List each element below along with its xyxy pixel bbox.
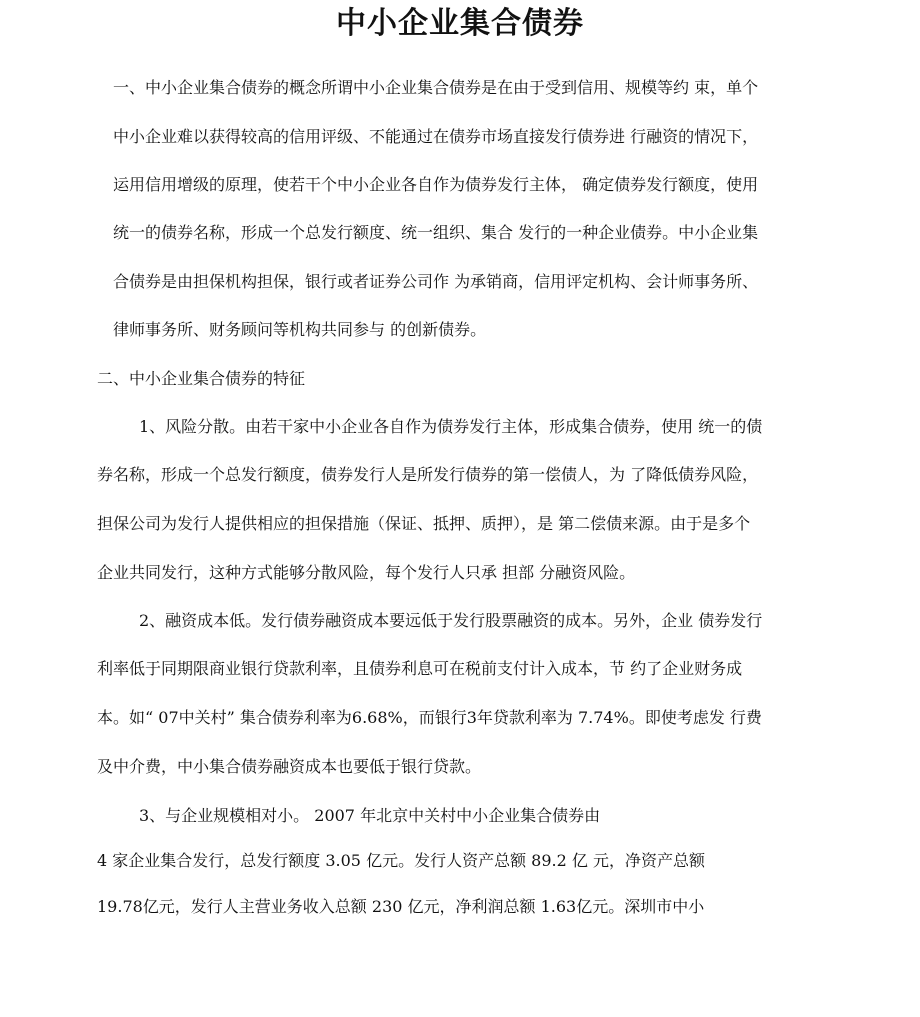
paragraph-line: 3、与企业规模相对小。 2007 年北京中关村中小企业集合债券由 <box>139 806 601 825</box>
paragraph-line: 19.78亿元，发行人主营业务收入总额 230 亿元，净利润总额 1.63亿元。深圳市中小 <box>97 897 705 916</box>
paragraph-line: 运用信用增级的原理，使若干个中小企业各自作为债券发行主体， 确定债券发行额度，使用 <box>113 175 759 194</box>
paragraph-line: 企业共同发行，这种方式能够分散风险，每个发行人只承 担部 分融资风险。 <box>97 563 636 582</box>
paragraph-line: 中小企业难以获得较高的信用评级、不能通过在债券市场直接发行债券进 行融资的情况下， <box>113 127 759 146</box>
paragraph-line: 本。如“ 07中关村” 集合债券利率为6.68%，而银行3年贷款利率为 7.74%。即使考虑发 行费 <box>97 708 762 727</box>
paragraph-line: 2、融资成本低。发行债券融资成本要远低于发行股票融资的成本。另外，企业 债券发行 <box>139 611 763 630</box>
paragraph-line: 律师事务所、财务顾问等机构共同参与 的创新债券。 <box>113 320 487 339</box>
paragraph-line: 及中介费，中小集合债券融资成本也要低于银行贷款。 <box>97 757 482 776</box>
paragraph-line: 利率低于同期限商业银行贷款利率，且债券利息可在税前支付计入成本，节 约了企业财务成 <box>97 659 743 678</box>
paragraph-line: 合债券是由担保机构担保，银行或者证券公司作 为承销商，信用评定机构、会计师事务所、 <box>113 272 759 291</box>
paragraph-line: 担保公司为发行人提供相应的担保措施（保证、抵押、质押），是 第二偿债来源。由于是多个 <box>97 514 751 533</box>
paragraph-line: 统一的债券名称，形成一个总发行额度、统一组织、集合 发行的一种企业债券。中小企业集 <box>113 223 759 242</box>
paragraph-line: 4 家企业集合发行，总发行额度 3.05 亿元。发行人资产总额 89.2 亿 元，净资产总额 <box>97 851 705 870</box>
paragraph-line: 券名称，形成一个总发行额度，债券发行人是所发行债券的第一偿债人，为 了降低债券风险， <box>97 465 759 484</box>
document-title: 中小企业集合债券 <box>336 6 584 41</box>
paragraph-line: 1、风险分散。由若干家中小企业各自作为债券发行主体，形成集合债券，使用 统一的债 <box>139 417 763 436</box>
section2-heading: 二、中小企业集合债券的特征 <box>97 369 306 388</box>
paragraph-line: 一、中小企业集合债券的概念所谓中小企业集合债券是在由于受到信用、规模等约 束，单个 <box>113 78 759 97</box>
